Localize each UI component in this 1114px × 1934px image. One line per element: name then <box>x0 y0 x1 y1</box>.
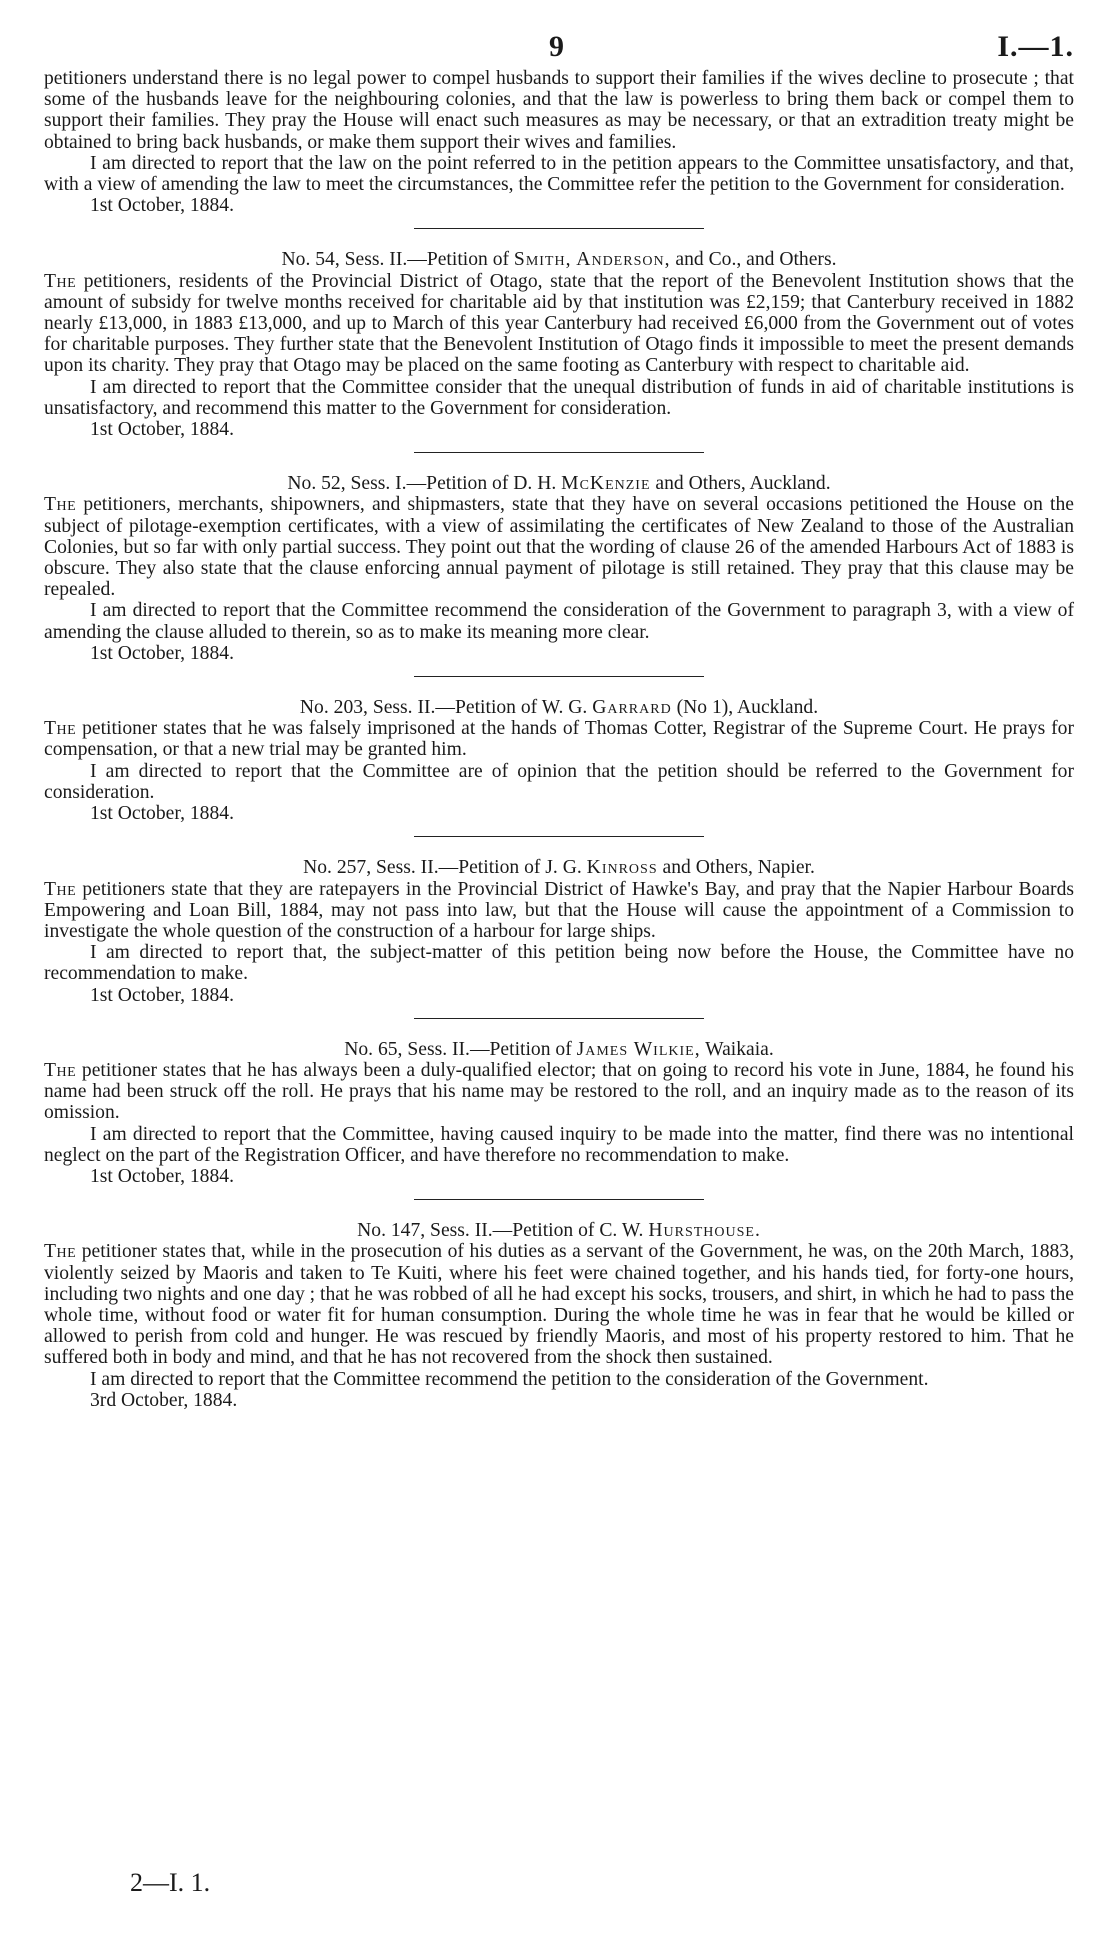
petition-date: 1st October, 1884. <box>90 803 234 825</box>
section-divider <box>414 1199 704 1200</box>
petition-title-suffix: (No 1), Auckland. <box>676 697 819 719</box>
petition-title-prefix: No. 203, Sess. II.—Petition of W. G. <box>299 697 588 719</box>
petition-body-text: petitioner states that he was falsely imprisoned at the hands of Thomas Cotter, Registrar of the Supreme Court. He prays for compensation, or that a new trial may be granted him. <box>44 718 1074 761</box>
petition-date: 1st October, 1884. <box>90 1165 234 1187</box>
petition-title <box>44 473 1074 494</box>
petition-body-text: petitioner states that he has always been a duly-qualified elector; that on going to record his vote in June, 1884, he found his name had been struck off the roll. He prays that his name may be restored to the roll, and an inquiry made as to the reason of its omission. <box>44 1059 1075 1124</box>
petition-title-prefix: No. 65, Sess. II.—Petition of <box>344 1038 572 1060</box>
petition-title-suffix: and Others, Auckland. <box>655 473 831 495</box>
petition-body-text: petitioners state that they are ratepayers in the Provincial District of Hawke's Bay, and pray that the Napier Harbour Boards Empowering and Loan Bill, 1884, may not pass into law, but that the House will cause the appointment of a Commission to investigate the whole question of the construction of a harbour for large ships. <box>44 878 1074 942</box>
intro-section <box>44 68 1074 216</box>
petition-title-suffix: and Co., and Others. <box>675 249 837 271</box>
petition-body <box>44 494 1074 600</box>
petition-lead-word: The <box>44 270 77 292</box>
petition-body-text: petitioners, merchants, shipowners, and shipmasters, state that they have on several occasions petitioned the House on the subject of pilotage-exemption certificates, with a view of assimilating the certificates of New Zealand to those of the Australian Colonies, but so far with only partial success. They point out that the wording of clause 26 of the amended Harbours Act of 1883 is obscure. They also state that the clause enforcing annual payment of pilotage is still retained. They pray that this clause may be repealed. <box>44 494 1074 601</box>
petition-date: 1st October, 1884. <box>90 642 234 664</box>
intro-paragraph: petitioners understand there is no legal power to compel husbands to support their families if the wives decline to prosecute ; that some of the husbands leave for the neighbouring colonies, and that the law is powerless to bring them back or compel them to support their families. They pray the House will enact such measures as may be necessary, or that an extradition treaty might be obtained to bring back husbands, or make them support their wives and families. <box>44 68 1074 153</box>
petition-title-prefix: No. 257, Sess. II.—Petition of J. G. <box>303 857 582 879</box>
petition-title-name: Kinross <box>586 857 658 879</box>
petition-body <box>44 1241 1074 1368</box>
petition-report: I am directed to report that the Committee, having caused inquiry to be made into the matter, find there was no intentional neglect on the part of the Registration Officer, and have therefore no recommendation to make. <box>44 1123 1074 1166</box>
intro-date: 1st October, 1884. <box>90 195 234 217</box>
petition-section <box>44 473 1074 664</box>
petition-report: I am directed to report that, the subject-matter of this petition being now before the House, the Committee have no recommendation to make. <box>44 942 1074 985</box>
petition-report: I am directed to report that the Committee consider that the unequal distribution of funds in aid of charitable institutions is unsatisfactory, and recommend this matter to the Government for consideration. <box>44 376 1074 419</box>
document-reference: I.—1. <box>997 30 1074 63</box>
petition-title <box>44 1220 1074 1241</box>
petition-title-prefix: No. 54, Sess. II.—Petition of <box>281 249 510 271</box>
section-divider <box>414 1018 704 1019</box>
section-divider <box>414 228 704 229</box>
petition-body-text: petitioner states that, while in the prosecution of his duties as a servant of the Government, he was, on the 20th March, 1883, violently seized by Maoris and taken to Te Kuiti, where his feet were chained together, and his hands tied, for forty-one hours, including two nights and one day ; that he was robbed of all he had except his socks, trousers, and shirt, in which he had to pass the whole time, without food or water fit for human consumption. During the whole time he was in fear that he would be killed or allowed to perish from cold and hunger. He was rescued by friendly Maoris, and most of his property restored to him. That he suffered both in body and mind, and that he has not recovered from the shock then sustained. <box>44 1241 1074 1369</box>
document-page <box>44 30 1074 1411</box>
page-number: 9 <box>549 30 564 63</box>
petition-title-name: James Wilkie, <box>576 1038 701 1060</box>
petition-report: I am directed to report that the Committee recommend the consideration of the Government to paragraph 3, with a view of amending the clause alluded to therein, so as to make its meaning more clear. <box>44 600 1074 643</box>
petition-title-name: Hursthouse. <box>648 1220 761 1242</box>
section-divider <box>414 836 704 837</box>
petition-date: 3rd October, 1884. <box>90 1389 238 1411</box>
petition-title-name: Garrard <box>592 697 672 719</box>
petition-date: 1st October, 1884. <box>90 984 234 1006</box>
petition-report: I am directed to report that the Committee recommend the petition to the consideration of the Government. <box>90 1368 929 1390</box>
petition-title-prefix: No. 147, Sess. II.—Petition of C. W. <box>357 1220 644 1242</box>
petition-section <box>44 697 1074 824</box>
petition-lead-word: The <box>44 718 77 740</box>
petition-body <box>44 718 1074 760</box>
petition-title <box>44 697 1074 718</box>
petition-title-suffix: Waikaia. <box>705 1038 774 1060</box>
petition-title <box>44 857 1074 878</box>
section-divider <box>414 676 704 677</box>
petition-title-name: Smith, Anderson, <box>513 249 671 271</box>
petition-title-prefix: No. 52, Sess. I.—Petition of D. H. <box>287 473 557 495</box>
petition-title-name: McKenzie <box>561 473 651 495</box>
petition-lead-word: The <box>44 494 77 516</box>
petition-lead-word: The <box>44 1241 77 1263</box>
petition-section <box>44 249 1074 440</box>
petition-body-text: petitioners, residents of the Provincial District of Otago, state that the report of the Benevolent Institution shows that the amount of subsidy for twelve months received for charitable aid by that institution was £2,159; that Canterbury received in 1882 nearly £13,000, in 1883 £13,000, and up to March of this year Canterbury had received £6,000 from the Government out of votes for charitable purposes. They further state that the Benevolent Institution of Otago finds it impossible to meet the present demands upon its charity. They pray that Otago may be placed on the same footing as Canterbury with respect to charitable aid. <box>44 270 1074 377</box>
petition-lead-word: The <box>44 878 77 900</box>
petition-section <box>44 1039 1074 1187</box>
petition-section <box>44 857 1074 1005</box>
petition-body <box>44 271 1074 377</box>
petition-title-suffix: and Others, Napier. <box>662 857 815 879</box>
section-divider <box>414 452 704 453</box>
petition-body <box>44 1060 1074 1124</box>
petition-section <box>44 1220 1074 1411</box>
page-header <box>44 30 1074 68</box>
intro-report: I am directed to report that the law on the point referred to in the petition appears to the Committee unsatisfactory, and that, with a view of amending the law to meet the circumstances, the Committee refer the petition to the Government for consideration. <box>44 152 1074 196</box>
petition-title <box>44 249 1074 270</box>
petition-report: I am directed to report that the Committee are of opinion that the petition should be referred to the Government for consideration. <box>44 760 1074 803</box>
petition-body <box>44 879 1074 943</box>
petition-title <box>44 1039 1074 1060</box>
petition-lead-word: The <box>44 1059 77 1081</box>
petition-date: 1st October, 1884. <box>90 419 234 441</box>
footer-signature-ref: 2—I. 1. <box>130 1868 211 1897</box>
